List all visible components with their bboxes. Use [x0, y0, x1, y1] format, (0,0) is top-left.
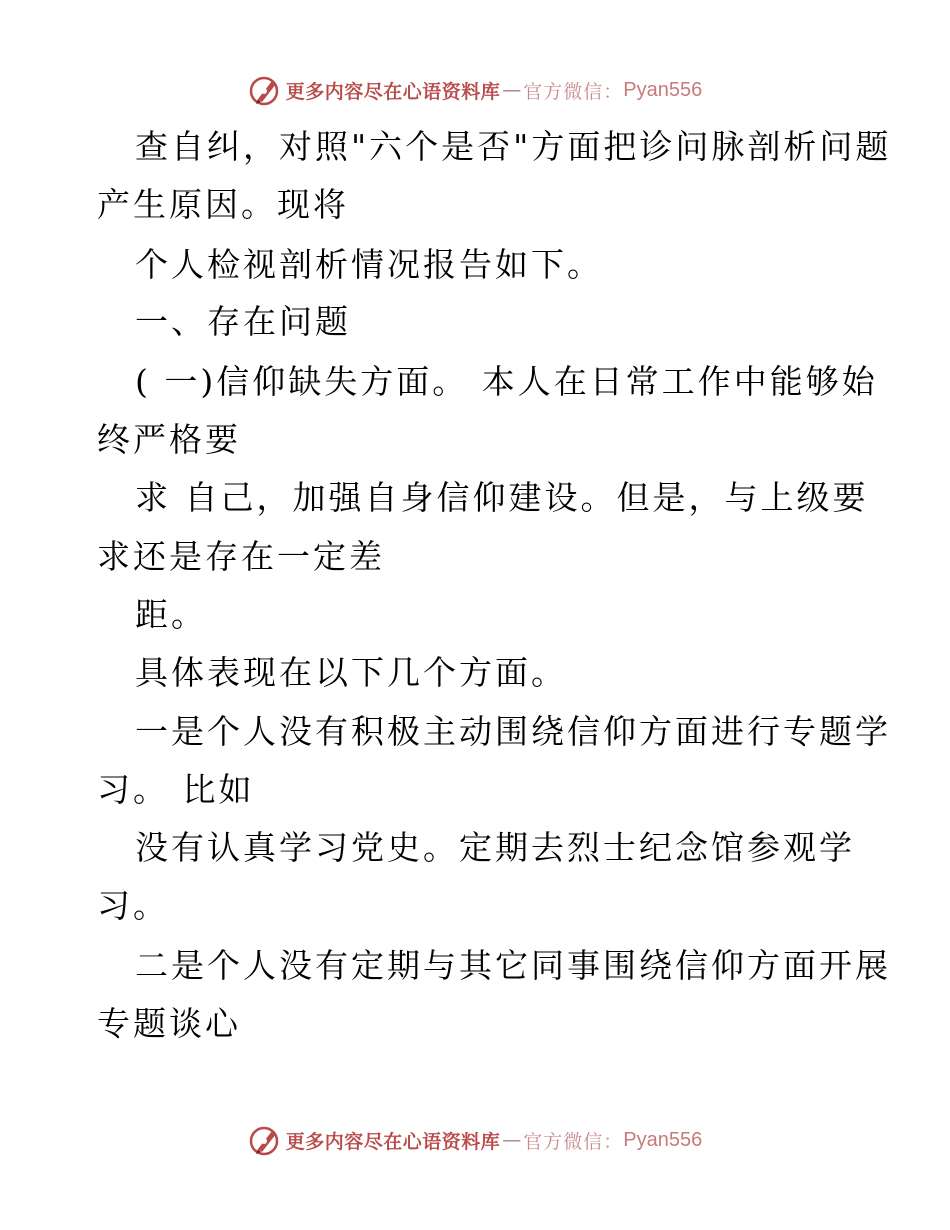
text-line: 个人检视剖析情况报告如下。	[135, 245, 603, 284]
text-line: 查自纠，对照"六个是否"方面把诊问脉剖析问题	[135, 127, 892, 166]
footer-separator: —	[502, 1129, 522, 1151]
footer-brand: 更多内容尽在心语资料库	[285, 1130, 501, 1153]
footer-wechat-id: Pyan556	[623, 1128, 703, 1151]
text-line: 习。 比如	[97, 770, 255, 809]
text-line: ( 一)信仰缺失方面。 本人在日常工作中能够始	[135, 362, 878, 401]
text-line: 二是个人没有定期与其它同事围绕信仰方面开展	[135, 946, 891, 985]
text-line: 产生原因。现将	[97, 185, 349, 224]
footer-watermark	[0, 1120, 950, 1160]
pen-logo-icon	[248, 73, 282, 107]
header-wechat-id: Pyan556	[623, 78, 703, 101]
header-separator: —	[502, 79, 522, 101]
text-line: 一是个人没有积极主动围绕信仰方面进行专题学	[135, 712, 891, 751]
text-line: 具体表现在以下几个方面。	[135, 653, 567, 692]
pen-logo-icon	[248, 1123, 282, 1157]
header-brand: 更多内容尽在心语资料库	[285, 80, 501, 103]
text-line: 没有认真学习党史。定期去烈士纪念馆参观学	[135, 828, 855, 867]
text-line: 习。	[97, 886, 169, 925]
text-line: 终严格要	[97, 420, 241, 459]
text-line: 专题谈心	[97, 1004, 241, 1043]
text-line: 距。	[135, 595, 207, 634]
section-heading: 一、存在问题	[135, 302, 351, 341]
text-line: 求还是存在一定差	[97, 537, 385, 576]
header-watermark	[0, 70, 950, 110]
footer-wechat-label: 官方微信：	[523, 1130, 624, 1153]
header-wechat-label: 官方微信：	[523, 80, 624, 103]
text-line: 求 自己，加强自身信仰建设。但是，与上级要	[135, 478, 869, 517]
